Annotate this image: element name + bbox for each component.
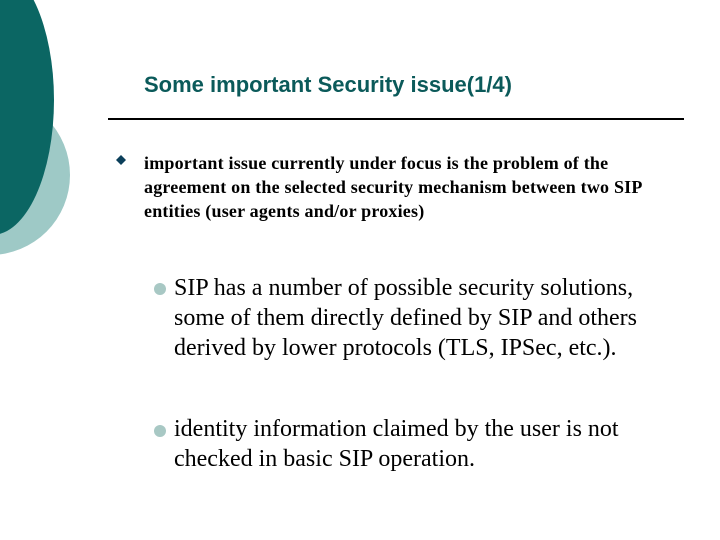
circle-bullet-icon xyxy=(154,283,166,295)
decorative-circles xyxy=(0,0,120,300)
circle-bullet-icon xyxy=(154,425,166,437)
sub-bullet-text: identity information claimed by the user is not checked in basic SIP operation. xyxy=(174,416,619,472)
main-bullet-text: important issue currently under focus is the problem of the agreement on the selected security mechanism between two SIP entities (user agents and/or proxies) xyxy=(144,153,642,221)
title-divider xyxy=(108,118,684,120)
sub-bullet-text: SIP has a number of possible security solutions, some of them directly defined by SIP and others derived by lower protocols (TLS, IPSec, etc.). xyxy=(174,275,638,361)
diamond-bullet-icon xyxy=(116,155,126,165)
slide-title: Some important Security issue(1/4) xyxy=(144,72,512,97)
